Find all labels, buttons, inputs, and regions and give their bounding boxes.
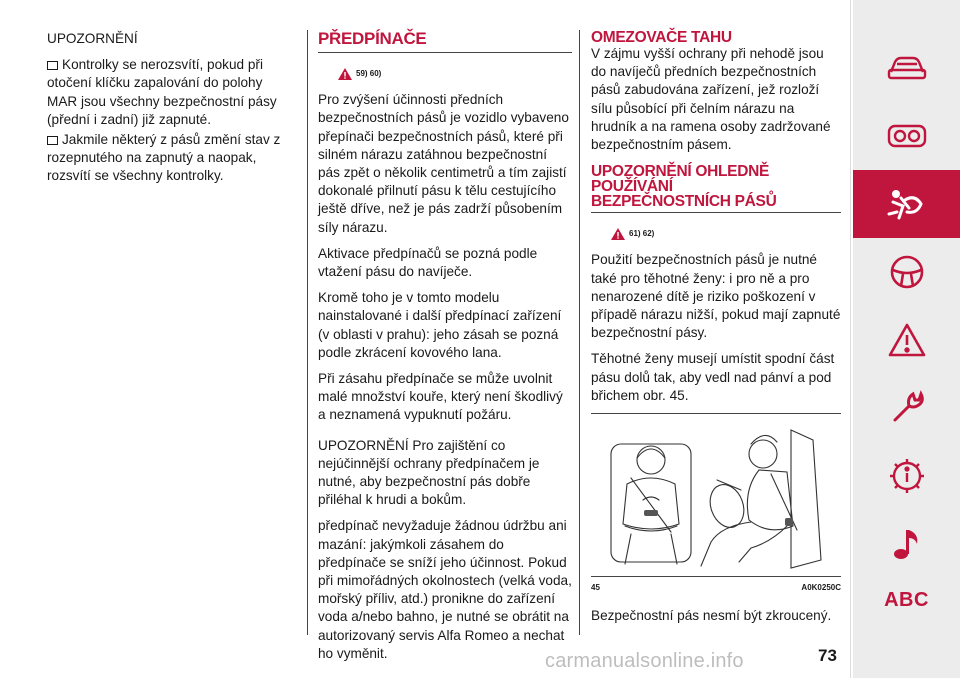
music-note-icon bbox=[891, 526, 923, 562]
list-item-text: Jakmile některý z pásů změní stav z rozepnutého na zapnutý a naopak, rozsvítí se všechny kontrolky. bbox=[47, 132, 281, 184]
paragraph: UPOZORNĚNÍ Pro zajištění co nejúčinnější ochrany předpínačem je nutné, aby bezpečnostní pás dobře přiléhal k hrudi a bokům. bbox=[318, 437, 540, 508]
sidebar-item-safety[interactable] bbox=[853, 170, 960, 238]
sidebar-item-dashboard[interactable] bbox=[853, 102, 960, 170]
figure-caption bbox=[591, 579, 841, 597]
paragraph: Pro zvýšení účinnosti předních bezpečnostních pásů je vozidlo vybaveno přepínači bezpečnostních pásů, které při silném nárazu zatáhnou bezpečnostní pás zpět o několik centimetrů a tím zajistí dokonalé přilnutí pásu k tělu cestujícího ještě dříve, než je pás zadrží působením síly nárazu. bbox=[318, 92, 569, 235]
paragraph: Použití bezpečnostních pásů je nutné také pro těhotné ženy: i pro ně a pro nenarozené dítě je riziko poškození v případě nárazu nižší, pokud mají zapnuté bezpečnostní pásy. bbox=[591, 252, 841, 341]
section-heading: OMEZOVAČE TAHU bbox=[591, 29, 732, 46]
warning-reference bbox=[611, 225, 841, 243]
paragraph: Při zásahu předpínače se může uvolnit malé množství kouře, který není škodlivý a neznamená vypuknutí požáru. bbox=[318, 371, 563, 423]
checkbox-bullet-icon bbox=[47, 61, 58, 70]
sidebar-item-emergency[interactable] bbox=[853, 306, 960, 374]
sidebar-item-maintenance[interactable] bbox=[853, 374, 960, 442]
sidebar-item-car[interactable] bbox=[853, 34, 960, 102]
column-divider bbox=[307, 30, 308, 635]
chapter-sidebar bbox=[853, 0, 960, 678]
paragraph: předpínač nevyžaduje žádnou údržbu ani mazání: jakýmkoli zásahem do předpínače se sníží jeho účinnost. Pokud při mimořádných okolnostech (velká voda, mořský příliv, atd.) pronikne do zařízení voda a/nebo bahno, je nutné se obrátit na autorizovaný servis Alfa Romeo a nechat ho vyměnit. bbox=[318, 518, 572, 661]
pregnant-woman-seatbelt-illustration bbox=[591, 414, 841, 576]
list-item bbox=[47, 131, 295, 186]
warning-triangle-icon bbox=[887, 322, 927, 358]
heading-rule bbox=[591, 212, 841, 213]
column-3 bbox=[591, 30, 841, 633]
section-heading-line-2: BEZPEČNOSTNÍCH PÁSŮ bbox=[591, 193, 777, 211]
figure-code: A0K0250C bbox=[801, 583, 841, 593]
section-heading: PŘEDPÍNAČE bbox=[318, 29, 427, 48]
warning-triangle-icon bbox=[338, 68, 352, 80]
sidebar-item-driving[interactable] bbox=[853, 238, 960, 306]
paragraph: Kromě toho je v tomto modelu nainstalované i další předpínací zařízení (v oblasti v prahu): jeho zásah se pozná podle zkrácení kovového lana. bbox=[318, 290, 562, 360]
watermark: carmanualsonline.info bbox=[545, 650, 744, 672]
sidebar-item-technical[interactable] bbox=[853, 442, 960, 510]
column-2 bbox=[318, 30, 572, 671]
paragraph: V zájmu vyšší ochrany při nehodě jsou do navíječů předních bezpečnostních pásů zabudována zařízení, jež rozloží sílu působící při čelním nárazu na hrudník a na ramena osoby zadržované bezpečnostním pásem. bbox=[591, 46, 831, 153]
info-gear-icon bbox=[888, 457, 926, 495]
sidebar-item-index[interactable] bbox=[853, 566, 960, 634]
paragraph: Aktivace předpínačů se pozná podle vtažení pásu do navíječe. bbox=[318, 245, 538, 280]
seatbelt-airbag-icon bbox=[887, 186, 927, 222]
dashboard-icon bbox=[887, 122, 927, 150]
column-1 bbox=[47, 30, 295, 194]
heading-rule bbox=[318, 52, 572, 53]
section-heading-line-1: UPOZORNĚNÍ OHLEDNĚ POUŽÍVÁNÍ bbox=[591, 163, 770, 196]
warning-reference-text: 61) 62) bbox=[629, 229, 655, 239]
checkbox-bullet-icon bbox=[47, 136, 58, 145]
page-number: 73 bbox=[818, 646, 837, 665]
paragraph: Bezpečnostní pás nesmí být zkroucený. bbox=[591, 608, 832, 624]
column-divider bbox=[579, 30, 580, 635]
car-icon bbox=[887, 54, 927, 82]
list-item bbox=[47, 56, 295, 129]
figure-number: 45 bbox=[591, 583, 600, 593]
warning-title: UPOZORNĚNÍ bbox=[47, 31, 138, 46]
warning-reference-text: 59) 60) bbox=[356, 69, 382, 78]
warning-triangle-icon bbox=[611, 228, 625, 240]
abc-index-icon: ABC bbox=[884, 588, 929, 611]
wrench-icon bbox=[889, 390, 925, 426]
figure-45 bbox=[591, 413, 841, 577]
warning-reference bbox=[338, 65, 572, 83]
list-item-text: Kontrolky se nerozsvítí, pokud při otočení klíčku zapalování do polohy MAR jsou všechny bezpečnostní pásy (přední i zadní) již zapnuté. bbox=[47, 57, 277, 127]
sidebar-edge bbox=[850, 0, 851, 678]
paragraph: Těhotné ženy musejí umístit spodní část pásu dolů tak, aby vedl nad pánví a pod břichem obr. 45. bbox=[591, 351, 835, 403]
steering-wheel-icon bbox=[889, 254, 925, 290]
